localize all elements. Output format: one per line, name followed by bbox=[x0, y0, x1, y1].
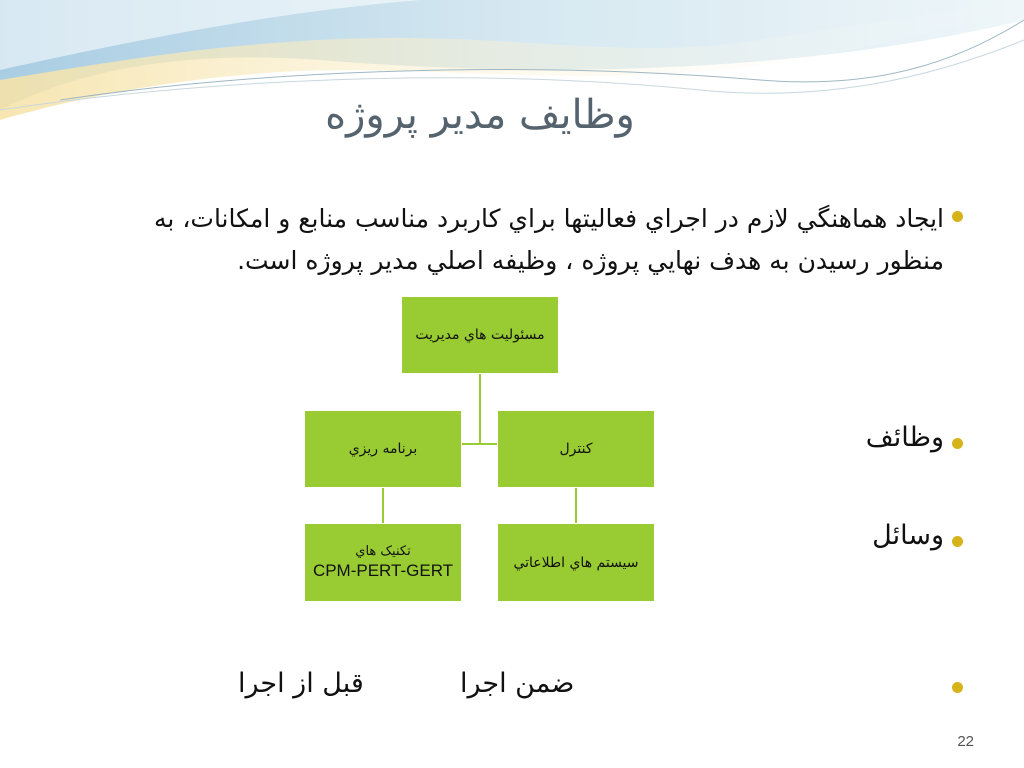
org-box-label: برنامه ريزي bbox=[348, 441, 418, 457]
org-chart bbox=[300, 292, 660, 604]
bullet-text-duties: وظائف bbox=[865, 422, 944, 453]
bullet-text-before-execution: قبل از اجرا bbox=[238, 668, 364, 699]
org-box-techniques bbox=[304, 523, 462, 602]
slide-title: وظايف مدير پروژه bbox=[325, 92, 635, 138]
bullet-dot bbox=[952, 438, 963, 449]
org-box-label: مسئوليت هاي مديريت bbox=[415, 327, 545, 343]
org-box-planning bbox=[304, 410, 462, 488]
org-box-information-systems bbox=[497, 523, 655, 602]
org-box-label: كنترل bbox=[559, 441, 593, 457]
bullet-text-tools: وسائل bbox=[872, 520, 944, 551]
org-box-control bbox=[497, 410, 655, 488]
org-box-label: سيستم هاي اطلاعاتي bbox=[513, 554, 639, 571]
org-box-management-responsibilities bbox=[401, 296, 559, 374]
page-number: 22 bbox=[957, 733, 974, 750]
bullet-text-during-execution: ضمن اجرا bbox=[460, 668, 575, 699]
org-box-label: تكنيک هاي bbox=[355, 544, 411, 559]
org-box-label-cpm-pert-gert: CPM-PERT-GERT bbox=[312, 561, 454, 580]
bullet-dot bbox=[952, 682, 963, 693]
bullet-text-coordination: ايجاد هماهنگي لازم در اجراي فعاليتها براي كاربرد مناسب منابع و امكانات، به منظور رسيدن به هدف نهايي پروژه ، وظيفه اصلي مدير پروژه است. bbox=[154, 204, 944, 275]
bullet-dot bbox=[952, 536, 963, 547]
bullet-dot bbox=[952, 211, 963, 222]
